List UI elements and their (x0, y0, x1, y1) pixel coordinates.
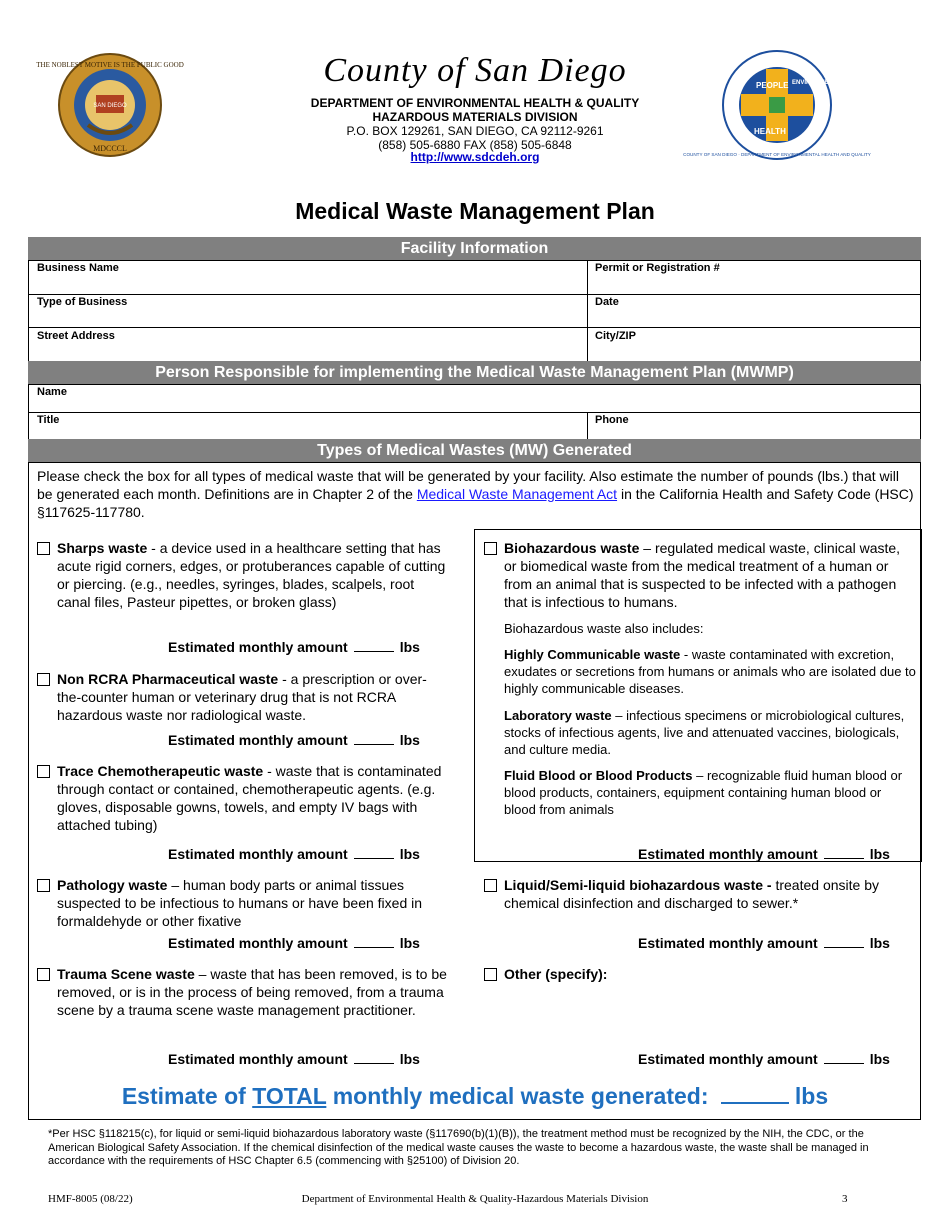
pharma-waste-option: Non RCRA Pharmaceutical waste - a prescription or over-the-counter human or veterinary drug that is not RCRA hazardous waste nor radiological waste. (37, 670, 447, 724)
chemo-checkbox[interactable] (37, 765, 50, 778)
pharma-amount-input[interactable] (354, 730, 394, 745)
seal-center-text: SAN DIEGO (93, 103, 127, 109)
seal-word-health: HEALTH (754, 127, 786, 136)
other-amount-input[interactable] (824, 1049, 864, 1064)
instructions (37, 467, 917, 521)
divider (28, 327, 921, 328)
divider (28, 412, 921, 413)
city-zip-field[interactable]: City/ZIP (595, 330, 636, 342)
bio-estimate: Estimated monthly amount lbs (638, 846, 890, 862)
sharps-waste-option: Sharps waste - a device used in a healthcare setting that has acute rigid corners, edges, or protuberances capable of cutting or piercing. (e.g., needles, syringes, blades, scalpels, root canal files, Pasteur pipettes, or broken glass) (37, 539, 447, 611)
section-facility-header: Facility Information (28, 237, 921, 261)
division-name: HAZARDOUS MATERIALS DIVISION (372, 110, 578, 124)
pathology-amount-input[interactable] (354, 933, 394, 948)
trauma-estimate: Estimated monthly amount lbs (168, 1051, 420, 1067)
pharma-checkbox[interactable] (37, 673, 50, 686)
liquid-checkbox[interactable] (484, 879, 497, 892)
divider (28, 294, 921, 295)
footer-department: Department of Environmental Health & Quality-Hazardous Materials Division (301, 1193, 649, 1205)
seal-word-environment: ENVIRONMENT (792, 80, 837, 86)
pathology-checkbox[interactable] (37, 879, 50, 892)
liquid-amount-input[interactable] (824, 933, 864, 948)
business-type-field[interactable]: Type of Business (37, 296, 128, 308)
page-number: 3 (842, 1193, 848, 1205)
person-phone-field[interactable]: Phone (595, 414, 629, 426)
instructions-text: Please check the box for all types of medical waste that will be generated by your facility. Also estimate the number of pounds (lbs.) that will be generated each month. Definitions are in Chapter 2 of the (37, 468, 899, 502)
section-person-header: Person Responsible for implementing the Medical Waste Management Plan (MWMP) (28, 361, 921, 385)
divider (587, 412, 588, 439)
page-title: Medical Waste Management Plan (295, 198, 655, 224)
seal-ring-text: COUNTY OF SAN DIEGO · DEPARTMENT OF ENVIRONMENTAL HEALTH AND QUALITY (683, 152, 871, 157)
liquid-estimate: Estimated monthly amount lbs (638, 935, 890, 951)
county-name: County of San Diego (323, 52, 627, 89)
chemo-amount-input[interactable] (354, 844, 394, 859)
instructions-text-end: in the California Health and Safety Code (HSC) §117625-117780. (37, 486, 914, 520)
chemo-waste-option: Trace Chemotherapeutic waste - waste that is contaminated through contact or contained, chemotherapeutic agents. (e.g. gloves, disposable gowns, towels, and empty IV bags with attached tubing) (37, 762, 447, 834)
other-waste-option: Other (specify): (484, 965, 914, 983)
seal-year: MDCCCL (93, 144, 127, 153)
sharps-amount-input[interactable] (354, 637, 394, 652)
blood-products-desc: Fluid Blood or Blood Products – recognizable fluid human blood or blood products, containers, equipment containing human blood or blood from animals (504, 768, 903, 817)
street-address-field[interactable]: Street Address (37, 330, 115, 342)
mailing-address: P.O. BOX 129261, SAN DIEGO, CA 92112-9261 (346, 124, 604, 138)
total-estimate: Estimate of TOTAL monthly medical waste generated: lbs (0, 1080, 950, 1110)
person-name-field[interactable]: Name (37, 386, 67, 398)
department-name: DEPARTMENT OF ENVIRONMENTAL HEALTH & QUALITY (310, 96, 640, 110)
bio-includes-label: Biohazardous waste also includes: (504, 621, 704, 636)
permit-number-field[interactable]: Permit or Registration # (595, 262, 720, 274)
divider (587, 261, 588, 361)
mwma-link[interactable]: Medical Waste Management Act (416, 486, 618, 502)
chemo-estimate: Estimated monthly amount lbs (168, 846, 420, 862)
sharps-estimate: Estimated monthly amount lbs (168, 639, 420, 655)
highly-communicable-desc: Highly Communicable waste - waste contaminated with excretion, exudates or secretions from humans or animals who are isolated due to highly communicable diseases. (504, 647, 916, 696)
pathology-waste-option: Pathology waste – human body parts or animal tissues suspected to be infectious to humans or have been fixed in formaldehyde or other fixative (37, 876, 457, 930)
laboratory-waste-desc: Laboratory waste – infectious specimens or microbiological cultures, stocks of infectious agents, live and attenuated vaccines, biologicals, and culture media. (504, 708, 905, 757)
trauma-waste-option: Trauma Scene waste – waste that has been removed, is to be removed, or is in the process of being removed, from a trauma scene by a trauma scene waste management practitioner. (37, 965, 457, 1019)
bio-amount-input[interactable] (824, 844, 864, 859)
website-link[interactable]: http://www.sdcdeh.org (410, 150, 540, 164)
biohazardous-checkbox[interactable] (484, 542, 497, 555)
business-name-field[interactable]: Business Name (37, 262, 119, 274)
form-number: HMF-8005 (08/22) (48, 1193, 133, 1205)
sharps-checkbox[interactable] (37, 542, 50, 555)
other-estimate: Estimated monthly amount lbs (638, 1051, 890, 1067)
biohazardous-waste-option: Biohazardous waste – regulated medical waste, clinical waste, or biomedical waste from the medical treatment of a human or from an animal that is suspected to be infected with a pathogen that is infectious to humans. (484, 539, 914, 611)
seal-word-people: PEOPLE (756, 81, 789, 90)
phone-fax: (858) 505-6880 FAX (858) 505-6848 (378, 137, 572, 152)
trauma-checkbox[interactable] (37, 968, 50, 981)
date-field[interactable]: Date (595, 296, 619, 308)
person-title-field[interactable]: Title (37, 414, 60, 426)
seal-motto: THE NOBLEST MOTIVE IS THE PUBLIC GOOD (36, 61, 184, 69)
section-types-header: Types of Medical Wastes (MW) Generated (28, 439, 921, 463)
footnote: *Per HSC §118215(c), for liquid or semi-liquid biohazardous laboratory waste (§117690(b)(1)(B)), the treatment method must be recognized by the NIH, the CDC, or the American Biological Safety Association. If the chemical disinfection of the medical waste causes the waste to become a hazardous waste, the waste shall be managed in accordance with the requirements of HSC Chapter 6.5 (commencing with §25100) of Division 20. (48, 1128, 869, 1167)
liquid-waste-option: Liquid/Semi-liquid biohazardous waste - treated onsite by chemical disinfection and discharged to sewer.* (484, 876, 924, 912)
pathology-estimate: Estimated monthly amount lbs (168, 935, 420, 951)
trauma-amount-input[interactable] (354, 1049, 394, 1064)
total-amount-input[interactable] (721, 1080, 789, 1104)
other-checkbox[interactable] (484, 968, 497, 981)
pharma-estimate: Estimated monthly amount lbs (168, 732, 420, 748)
